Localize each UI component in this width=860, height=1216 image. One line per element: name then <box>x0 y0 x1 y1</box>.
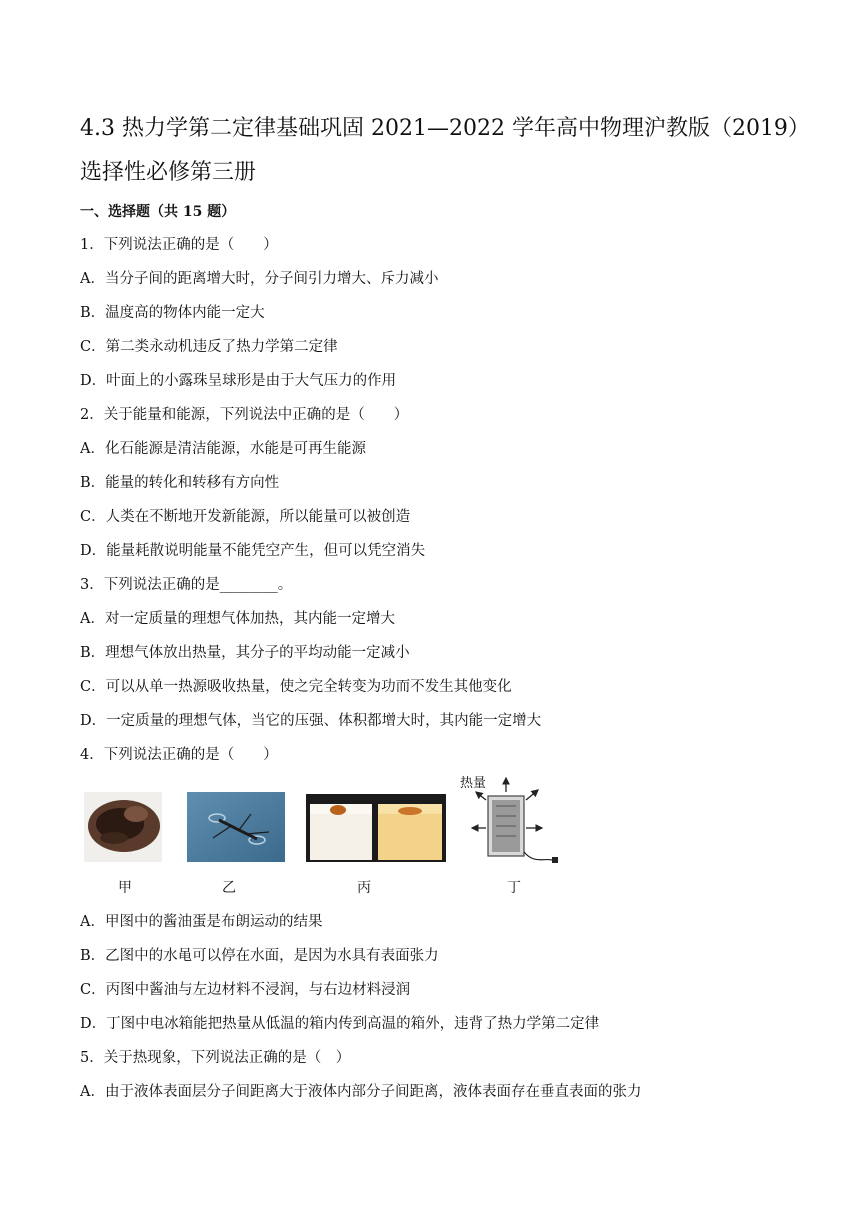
question-3-option-b: B．理想气体放出热量，其分子的平均动能一定减小 <box>80 645 410 661</box>
section-heading: 一、选择题（共 15 题） <box>80 204 236 220</box>
question-5-stem: 5．关于热现象，下列说法正确的是（ ） <box>80 1050 351 1066</box>
question-1-option-d: D．叶面上的小露珠呈球形是由于大气压力的作用 <box>80 373 397 389</box>
question-2-stem: 2．关于能量和能源，下列说法中正确的是（ ） <box>80 407 409 423</box>
question-4-option-d: D．丁图中电冰箱能把热量从低温的箱内传到高温的箱外，违背了热力学第二定律 <box>80 1016 600 1032</box>
question-3-option-c: C．可以从单一热源吸收热量，使之完全转变为功而不发生其他变化 <box>80 679 512 695</box>
question-3-option-d: D．一定质量的理想气体，当它的压强、体积都增大时，其内能一定增大 <box>80 713 542 729</box>
figure-bing-image <box>306 794 446 862</box>
question-2-option-b: B．能量的转化和转移有方向性 <box>80 475 280 491</box>
question-4-stem: 4．下列说法正确的是（ ） <box>80 747 278 763</box>
question-3-stem: 3．下列说法正确的是________。 <box>80 577 293 593</box>
figure-ding-image <box>460 772 560 870</box>
figure-yi-caption: 乙 <box>222 880 236 896</box>
figure-yi-image <box>187 792 285 862</box>
figure-jia-caption: 甲 <box>118 880 132 896</box>
question-4-option-c: C．丙图中酱油与左边材料不浸润，与右边材料浸润 <box>80 982 411 998</box>
question-2-option-a: A．化石能源是清洁能源，水能是可再生能源 <box>80 441 366 457</box>
question-1-option-b: B．温度高的物体内能一定大 <box>80 305 265 321</box>
question-1-option-a: A．当分子间的距离增大时，分子间引力增大、斥力减小 <box>80 271 439 287</box>
question-3-option-a: A．对一定质量的理想气体加热，其内能一定增大 <box>80 611 395 627</box>
question-1-option-c: C．第二类永动机违反了热力学第二定律 <box>80 339 338 355</box>
question-4-option-a: A．甲图中的酱油蛋是布朗运动的结果 <box>80 914 323 930</box>
document-title-line1: 4.3 热力学第二定律基础巩固 2021—2022 学年高中物理沪教版（2019） <box>80 116 810 141</box>
question-2-option-c: C．人类在不断地开发新能源，所以能量可以被创造 <box>80 509 411 525</box>
question-2-option-d: D．能量耗散说明能量不能凭空产生，但可以凭空消失 <box>80 543 426 559</box>
figure-ding-heat-label: 热量 <box>460 776 487 791</box>
figure-jia-image <box>84 792 162 862</box>
question-4-option-b: B．乙图中的水黾可以停在水面，是因为水具有表面张力 <box>80 948 439 964</box>
figure-bing-caption: 丙 <box>357 880 371 896</box>
question-1-stem: 1．下列说法正确的是（ ） <box>80 237 278 253</box>
question-5-option-a: A．由于液体表面层分子间距离大于液体内部分子间距离，液体表面存在垂直表面的张力 <box>80 1084 642 1100</box>
figure-ding-caption: 丁 <box>507 880 521 896</box>
document-title-line2: 选择性必修第三册 <box>80 160 257 185</box>
